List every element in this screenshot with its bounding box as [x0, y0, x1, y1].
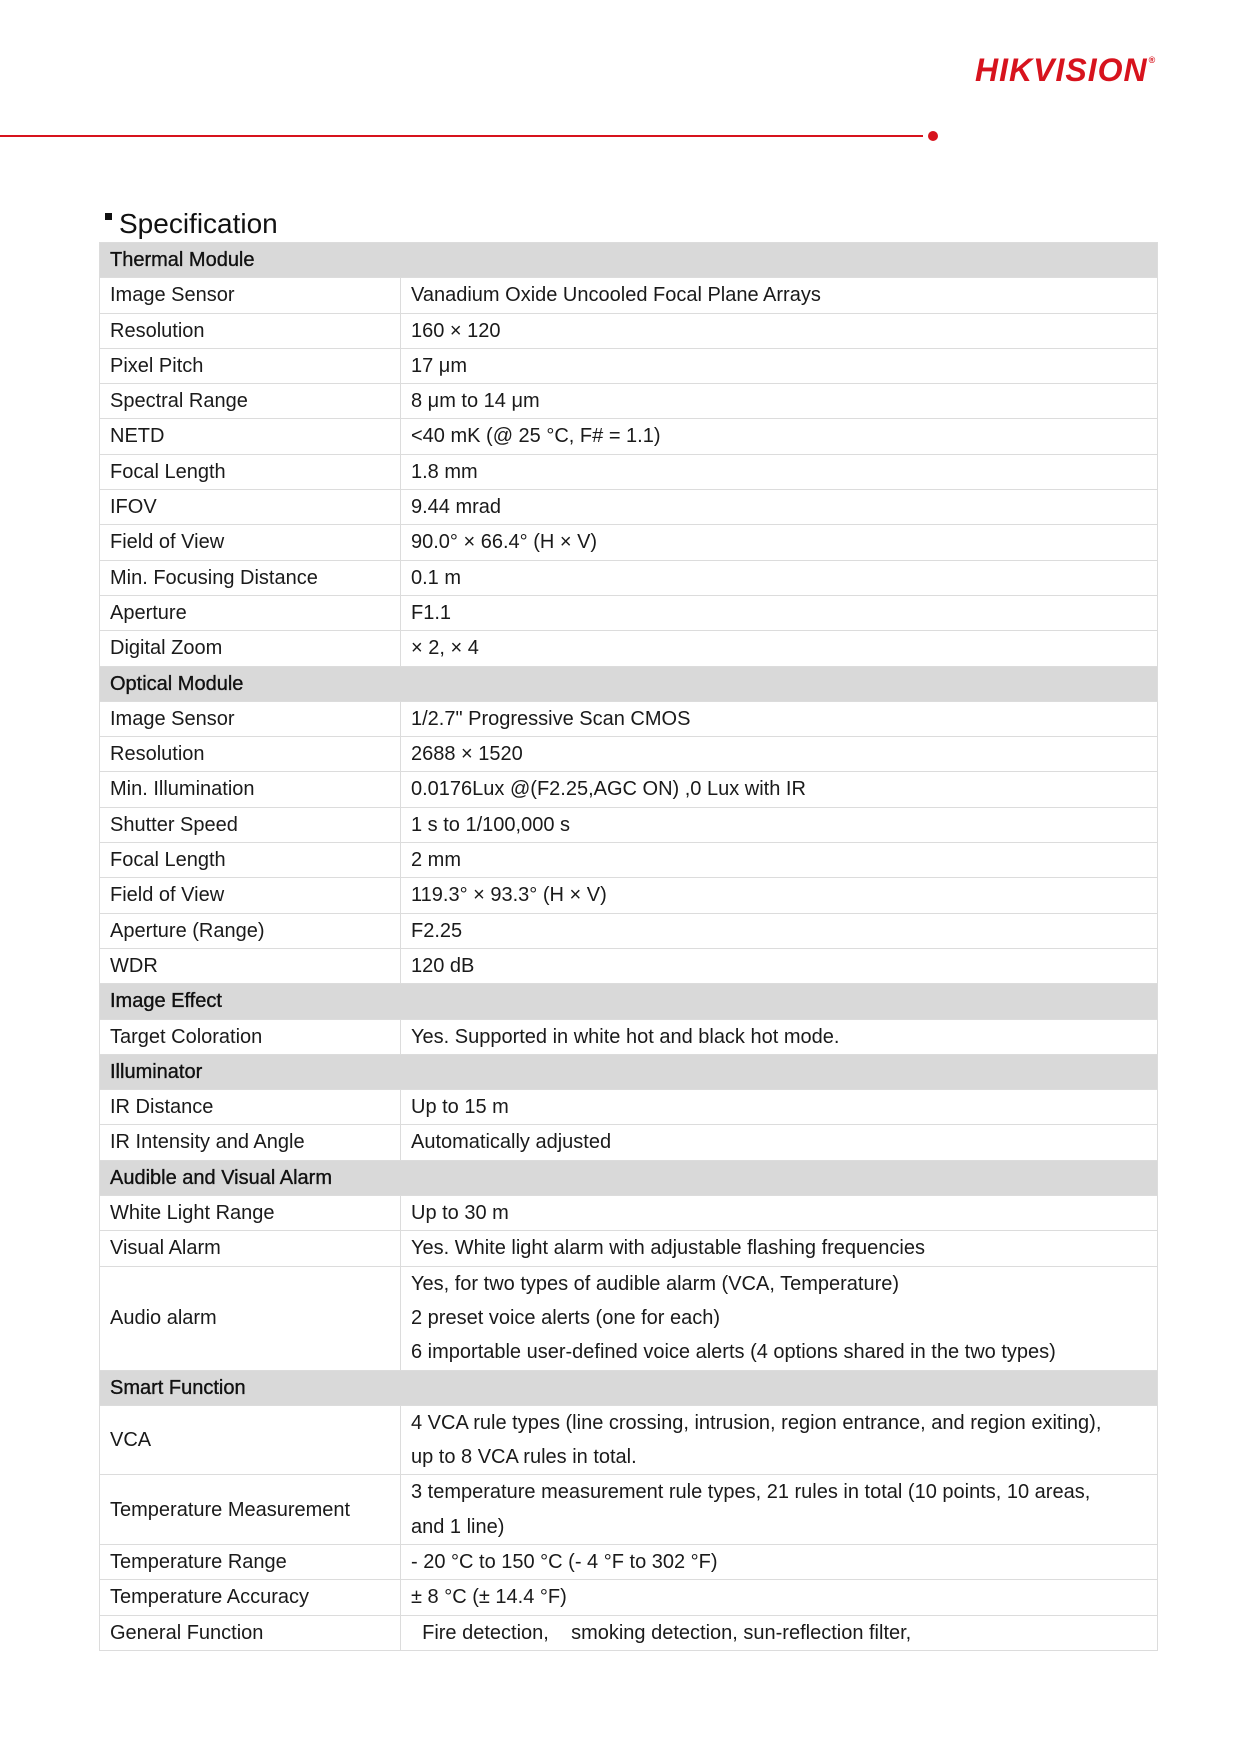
- table-row: [100, 525, 1158, 560]
- section-header: Audible and Visual Alarm: [100, 1160, 1158, 1195]
- table-row: [100, 384, 1158, 419]
- spec-label: Temperature Accuracy: [100, 1580, 401, 1615]
- spec-label: White Light Range: [100, 1196, 401, 1231]
- table-row: [100, 737, 1158, 772]
- table-row: [100, 1196, 1158, 1231]
- table-row: [100, 701, 1158, 736]
- section-header: Optical Module: [100, 666, 1158, 701]
- spec-value-line: × 2, × 4: [411, 637, 479, 660]
- spec-value: [401, 454, 1158, 489]
- table-row: [100, 1405, 1158, 1475]
- spec-label: Image Sensor: [100, 278, 401, 313]
- spec-label: Shutter Speed: [100, 807, 401, 842]
- section-header-row: [100, 243, 1158, 278]
- spec-value: [401, 737, 1158, 772]
- spec-label: Focal Length: [100, 843, 401, 878]
- spec-label: WDR: [100, 948, 401, 983]
- spec-value: [401, 1615, 1158, 1650]
- spec-label: Target Coloration: [100, 1019, 401, 1054]
- spec-value: [401, 384, 1158, 419]
- spec-value: [401, 419, 1158, 454]
- spec-value-line: Yes, for two types of audible alarm (VCA, Temperature): [411, 1272, 900, 1295]
- spec-label: NETD: [100, 419, 401, 454]
- spec-value-line: 160 × 120: [411, 319, 501, 342]
- spec-value: [401, 313, 1158, 348]
- spec-value-line: 1.8 mm: [411, 460, 478, 483]
- spec-value: [401, 1475, 1158, 1545]
- spec-value-line: 4 VCA rule types (line crossing, intrusion, region entrance, and region exiting),: [411, 1411, 1102, 1434]
- spec-label: Resolution: [100, 313, 401, 348]
- spec-value-line: 120 dB: [411, 954, 475, 977]
- table-row: [100, 454, 1158, 489]
- spec-value-line: Vanadium Oxide Uncooled Focal Plane Arrays: [411, 284, 821, 307]
- spec-label: IR Distance: [100, 1090, 401, 1125]
- spec-value: [401, 1544, 1158, 1579]
- spec-value: [401, 631, 1158, 666]
- table-row: [100, 948, 1158, 983]
- spec-label: Resolution: [100, 737, 401, 772]
- table-row: [100, 490, 1158, 525]
- section-header: Illuminator: [100, 1054, 1158, 1089]
- table-row: [100, 313, 1158, 348]
- spec-label: Audio alarm: [100, 1266, 401, 1370]
- table-row: [100, 843, 1158, 878]
- spec-value: [401, 490, 1158, 525]
- spec-label: Spectral Range: [100, 384, 401, 419]
- spec-value: [401, 1196, 1158, 1231]
- spec-value-line: 8 μm to 14 μm: [411, 390, 540, 413]
- spec-value: [401, 843, 1158, 878]
- spec-label: Temperature Range: [100, 1544, 401, 1579]
- spec-value-line: 2 mm: [411, 849, 461, 872]
- spec-label: Temperature Measurement: [100, 1475, 401, 1545]
- spec-value: [401, 1125, 1158, 1160]
- specification-table: [99, 242, 1158, 1651]
- spec-label: Image Sensor: [100, 701, 401, 736]
- spec-value-line: and 1 line): [411, 1515, 505, 1538]
- spec-label: IFOV: [100, 490, 401, 525]
- spec-label: Field of View: [100, 878, 401, 913]
- spec-value: [401, 1019, 1158, 1054]
- table-row: [100, 878, 1158, 913]
- spec-value: [401, 913, 1158, 948]
- table-row: [100, 1019, 1158, 1054]
- spec-value-line: 9.44 mrad: [411, 496, 502, 519]
- table-row: [100, 1090, 1158, 1125]
- table-row: [100, 913, 1158, 948]
- section-header: Thermal Module: [100, 243, 1158, 278]
- table-row: [100, 560, 1158, 595]
- spec-value-line: F2.25: [411, 919, 463, 942]
- table-row: [100, 278, 1158, 313]
- spec-value: [401, 560, 1158, 595]
- spec-label: IR Intensity and Angle: [100, 1125, 401, 1160]
- spec-label: Field of View: [100, 525, 401, 560]
- spec-value: [401, 1231, 1158, 1266]
- spec-value-line: 2 preset voice alerts (one for each): [411, 1306, 721, 1329]
- header-divider-dot: [928, 131, 938, 141]
- table-row: [100, 1231, 1158, 1266]
- spec-value: [401, 948, 1158, 983]
- table-row: [100, 772, 1158, 807]
- spec-value: [401, 1580, 1158, 1615]
- spec-value-line: 119.3° × 93.3° (H × V): [411, 884, 607, 907]
- spec-value-line: Up to 15 m: [411, 1096, 509, 1119]
- spec-label: Pixel Pitch: [100, 348, 401, 383]
- section-header-row: [100, 666, 1158, 701]
- spec-label: VCA: [100, 1405, 401, 1475]
- spec-value-line: <40 mK (@ 25 °C, F# = 1.1): [411, 425, 661, 448]
- table-row: [100, 1125, 1158, 1160]
- spec-value: [401, 348, 1158, 383]
- spec-value-line: Yes. White light alarm with adjustable flashing frequencies: [411, 1237, 925, 1260]
- spec-value-line: up to 8 VCA rules in total.: [411, 1446, 637, 1469]
- section-header-row: [100, 1160, 1158, 1195]
- spec-value-line: Fire detection, smoking detection, sun-reflection filter,: [411, 1621, 912, 1644]
- header-divider: [0, 135, 923, 137]
- spec-label: Digital Zoom: [100, 631, 401, 666]
- table-row: [100, 631, 1158, 666]
- spec-value-line: 0.1 m: [411, 566, 462, 589]
- spec-value: [401, 595, 1158, 630]
- spec-value: [401, 1405, 1158, 1475]
- spec-label: Aperture: [100, 595, 401, 630]
- spec-label: Visual Alarm: [100, 1231, 401, 1266]
- spec-value: [401, 525, 1158, 560]
- section-header-row: [100, 1370, 1158, 1405]
- table-row: [100, 1580, 1158, 1615]
- spec-value-line: - 20 °C to 150 °C (- 4 °F to 302 °F): [411, 1550, 718, 1573]
- spec-value-line: 1/2.7" Progressive Scan CMOS: [411, 707, 691, 730]
- spec-value: [401, 878, 1158, 913]
- spec-value-line: Automatically adjusted: [411, 1131, 612, 1154]
- spec-value-line: 90.0° × 66.4° (H × V): [411, 531, 598, 554]
- spec-label: Min. Illumination: [100, 772, 401, 807]
- spec-value: [401, 772, 1158, 807]
- spec-value-line: Up to 30 m: [411, 1202, 509, 1225]
- spec-value-line: ± 8 °C (± 14.4 °F): [411, 1586, 567, 1609]
- spec-value: [401, 701, 1158, 736]
- spec-label: Focal Length: [100, 454, 401, 489]
- spec-value-line: 6 importable user-defined voice alerts (4 options shared in the two types): [411, 1341, 1056, 1364]
- spec-value: [401, 1090, 1158, 1125]
- table-row: [100, 1544, 1158, 1579]
- table-row: [100, 807, 1158, 842]
- spec-value-line: 1 s to 1/100,000 s: [411, 813, 571, 836]
- section-header: Smart Function: [100, 1370, 1158, 1405]
- spec-value-line: 3 temperature measurement rule types, 21 rules in total (10 points, 10 areas,: [411, 1481, 1091, 1504]
- spec-value-line: F1.1: [411, 601, 452, 624]
- table-row: [100, 348, 1158, 383]
- spec-value: [401, 278, 1158, 313]
- spec-value-line: 17 μm: [411, 354, 467, 377]
- spec-label: General Function: [100, 1615, 401, 1650]
- section-header: Image Effect: [100, 984, 1158, 1019]
- spec-value-line: Yes. Supported in white hot and black hot mode.: [411, 1025, 840, 1048]
- table-row: [100, 1475, 1158, 1545]
- table-row: [100, 1266, 1158, 1370]
- table-row: [100, 419, 1158, 454]
- spec-label: Min. Focusing Distance: [100, 560, 401, 595]
- page-title: Specification: [105, 207, 278, 241]
- table-row: [100, 1615, 1158, 1650]
- title-bullet-icon: [105, 213, 112, 220]
- hikvision-logo: HIKVISION®: [975, 52, 1157, 88]
- section-header-row: [100, 984, 1158, 1019]
- section-header-row: [100, 1054, 1158, 1089]
- spec-value: [401, 1266, 1158, 1370]
- spec-label: Aperture (Range): [100, 913, 401, 948]
- spec-value: [401, 807, 1158, 842]
- spec-value-line: 0.0176Lux @(F2.25,AGC ON) ,0 Lux with IR: [411, 778, 806, 801]
- table-row: [100, 595, 1158, 630]
- spec-value-line: 2688 × 1520: [411, 743, 523, 766]
